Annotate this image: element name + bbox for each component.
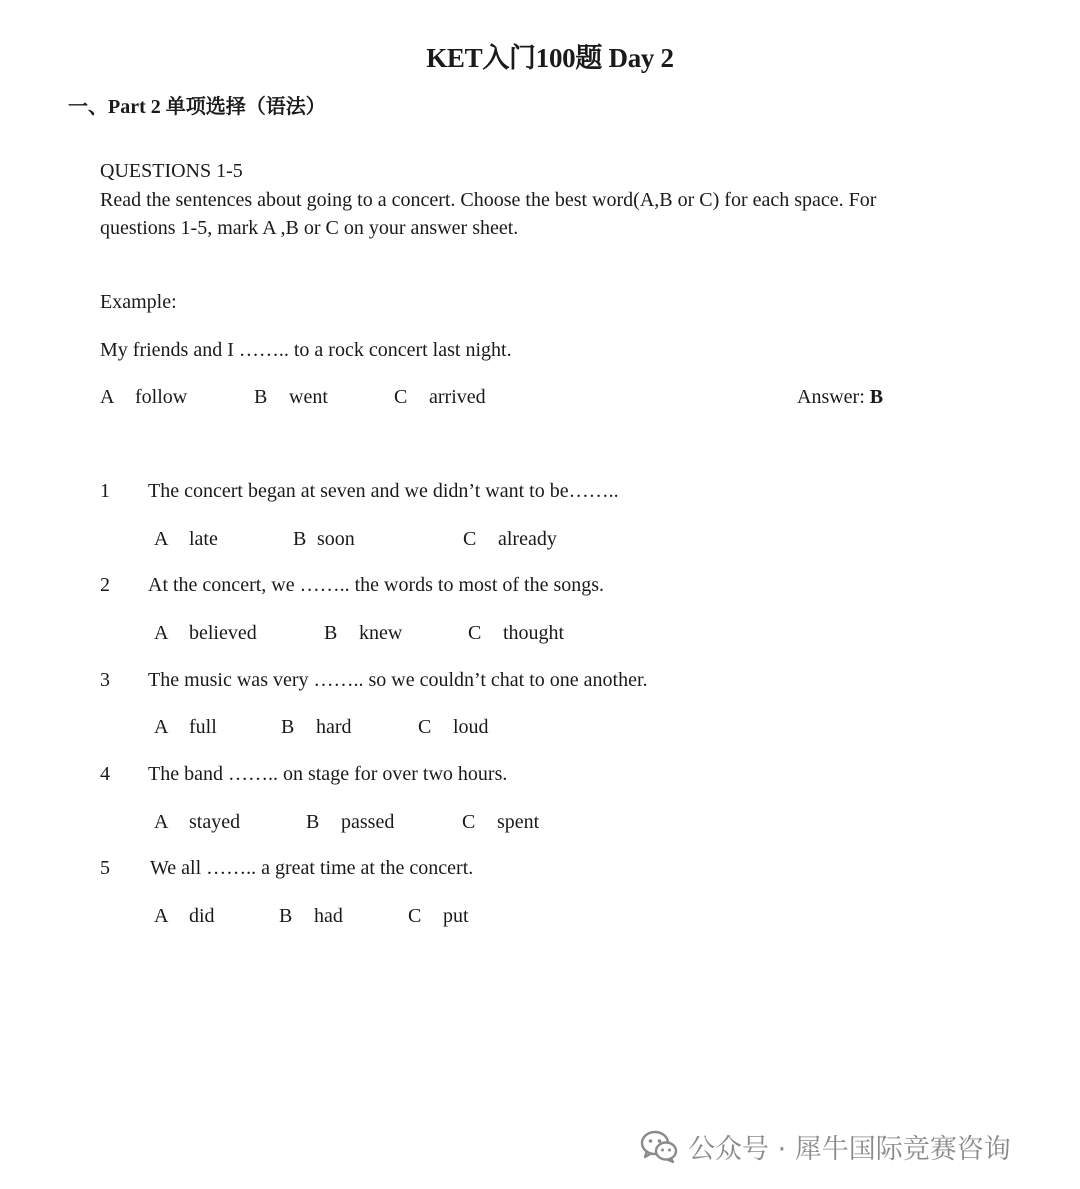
option-letter: B xyxy=(293,528,307,550)
option-text: did xyxy=(189,905,215,927)
question-number: 2 xyxy=(100,574,110,596)
footer-text: 公众号 · 犀牛国际竞赛咨询 xyxy=(688,1133,1011,1165)
option-letter: C xyxy=(408,905,422,927)
question-4-option-b xyxy=(306,811,394,834)
option-letter: A xyxy=(100,386,115,408)
option-text: late xyxy=(189,528,218,550)
option-text: hard xyxy=(316,716,352,738)
question-2-option-c xyxy=(468,622,564,645)
instructions: Read the sentences about going to a concert. Choose the best word(A,B or C) for each space. For questions 1-5, mark A ,B or C on your answer sheet. xyxy=(100,189,877,239)
example-option-c xyxy=(394,386,486,409)
option-text: already xyxy=(498,528,557,550)
option-text: believed xyxy=(189,622,257,644)
wechat-icon xyxy=(640,1129,678,1163)
question-5-option-b xyxy=(279,905,343,928)
option-text: follow xyxy=(135,386,188,408)
option-text: full xyxy=(189,716,217,738)
option-letter: C xyxy=(418,716,432,738)
option-letter: A xyxy=(154,716,169,738)
option-letter: A xyxy=(154,905,169,927)
option-letter: C xyxy=(462,811,476,833)
question-2-option-a xyxy=(154,622,257,645)
question-3-option-a xyxy=(154,716,217,739)
option-letter: A xyxy=(154,528,169,550)
option-text: loud xyxy=(453,716,489,738)
option-letter: B xyxy=(324,622,338,644)
option-letter: B xyxy=(279,905,293,927)
option-text: knew xyxy=(359,622,403,644)
question-2-option-b xyxy=(324,622,402,645)
option-text: went xyxy=(289,386,328,408)
option-letter: C xyxy=(468,622,482,644)
question-1-option-c xyxy=(463,528,557,551)
question-3-option-c xyxy=(418,716,489,739)
option-letter: B xyxy=(306,811,320,833)
option-letter: B xyxy=(254,386,268,408)
option-text: soon xyxy=(317,528,355,550)
option-text: passed xyxy=(341,811,395,833)
example-option-a xyxy=(100,386,187,409)
question-text: The music was very …….. so we couldn’t chat to one another. xyxy=(148,669,648,691)
question-text: The band …….. on stage for over two hours. xyxy=(148,763,508,785)
option-text: had xyxy=(314,905,343,927)
option-letter: B xyxy=(281,716,295,738)
footer-watermark xyxy=(640,1126,1011,1166)
question-text: At the concert, we …….. the words to most of the songs. xyxy=(148,574,605,596)
questions-heading: QUESTIONS 1-5 xyxy=(100,160,243,182)
option-letter: A xyxy=(154,811,169,833)
question-text: The concert began at seven and we didn’t want to be…….. xyxy=(148,480,619,502)
option-letter: C xyxy=(394,386,408,408)
option-text: stayed xyxy=(189,811,241,833)
question-number: 5 xyxy=(100,857,110,879)
example-label: Example: xyxy=(100,291,177,313)
question-1-option-a xyxy=(154,528,218,551)
answer-label: Answer: xyxy=(797,386,865,408)
option-letter: A xyxy=(154,622,169,644)
question-text: We all …….. a great time at the concert. xyxy=(150,857,474,879)
question-1-option-b xyxy=(293,528,355,551)
question-4-option-a xyxy=(154,811,240,834)
option-text: put xyxy=(443,905,469,927)
option-text: thought xyxy=(503,622,565,644)
question-number: 1 xyxy=(100,480,110,502)
example-option-b xyxy=(254,386,328,409)
question-5-option-c xyxy=(408,905,469,928)
option-text: arrived xyxy=(429,386,486,408)
question-3-option-b xyxy=(281,716,352,739)
question-number: 3 xyxy=(100,669,110,691)
option-letter: C xyxy=(463,528,477,550)
option-text: spent xyxy=(497,811,540,833)
question-5-option-a xyxy=(154,905,215,928)
section-heading: 一、Part 2 单项选择（语法） xyxy=(68,96,326,118)
example-answer xyxy=(797,386,883,409)
answer-value: B xyxy=(869,386,884,408)
page-title: KET入门100题 Day 2 xyxy=(426,43,674,73)
example-sentence: My friends and I …….. to a rock concert last night. xyxy=(100,339,512,361)
question-4-option-c xyxy=(462,811,539,834)
question-number: 4 xyxy=(100,763,110,785)
